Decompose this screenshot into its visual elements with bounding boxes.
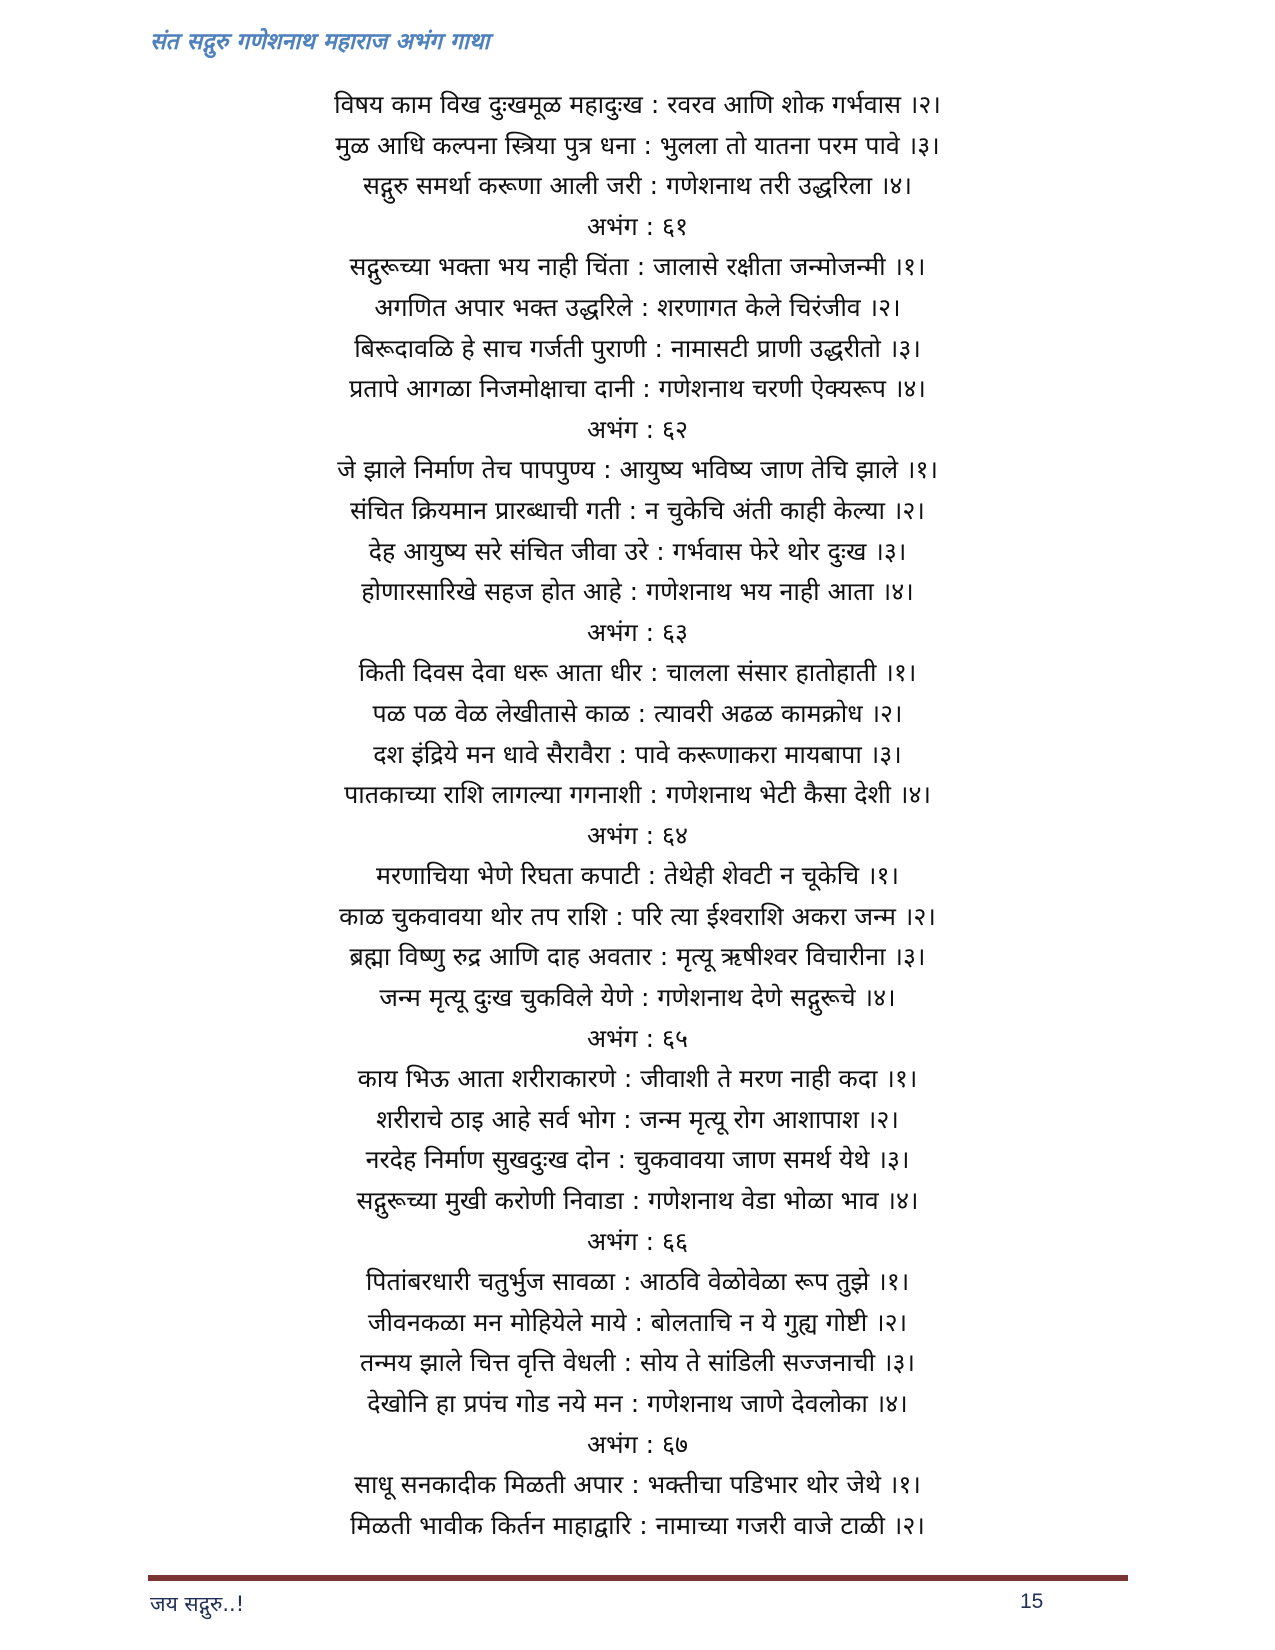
verse-line: होणारसारिखे सहज होत आहे : गणेशनाथ भय नाही आता ।४। [361, 577, 914, 607]
verse-line: पळ पळ वेळ लेखीतासे काळ : त्यावरी अढळ कामक्रोध ।२। [372, 698, 903, 728]
page-header-title: संत सद्गुरु गणेशनाथ महाराज अभंग गाथा [150, 29, 490, 55]
verse-line: पितांबरधारी चतुर्भुज सावळा : आठवि वेळोवेळा रूप तुझे ।१। [365, 1267, 910, 1297]
verse-line: काय भिऊ आता शरीराकारणे : जीवाशी ते मरण नाही कदा ।१। [357, 1064, 918, 1094]
verse-line: सद्गुरूच्या भक्ता भय नाही चिंता : जालासे रक्षीता जन्मोजन्मी ।१। [349, 252, 926, 282]
abhang-heading: अभंग : ६१ [586, 211, 689, 241]
footer-divider [148, 1575, 1128, 1581]
verse-line: ब्रह्मा विष्णु रुद्र आणि दाह अवतार : मृत्यू ऋषीश्वर विचारीना ।३। [349, 942, 926, 972]
verse-line: काळ चुकवावया थोर तप राशि : परि त्या ईश्वराशि अकरा जन्म ।२। [339, 901, 936, 931]
footer-salutation: जय सद्गुरु..! [150, 1592, 245, 1616]
abhang-heading: अभंग : ६२ [586, 414, 689, 444]
abhang-heading: अभंग : ६३ [586, 617, 689, 647]
verse-line: साधू सनकादीक मिळती अपार : भक्तीचा पडिभार थोर जेथे ।१। [354, 1470, 921, 1500]
verse-line: देह आयुष्य सरे संचित जीवा उरे : गर्भवास फेरे थोर दुःख ।३। [368, 536, 907, 566]
verse-line: जीवनकळा मन मोहियेले माये : बोलताचि न ये गुह्य गोष्टी ।२। [367, 1307, 908, 1337]
abhang-heading: अभंग : ६५ [586, 1023, 689, 1053]
verse-line: जे झाले निर्माण तेच पापपुण्य : आयुष्य भविष्य जाण तेचि झाले ।१। [337, 455, 938, 485]
verse-line: सद्गुरु समर्था करूणा आली जरी : गणेशनाथ तरी उद्धरिला ।४। [363, 171, 912, 201]
page-number: 15 [1020, 1590, 1044, 1613]
abhang-heading: अभंग : ६४ [586, 820, 689, 850]
abhang-heading: अभंग : ६६ [586, 1226, 689, 1256]
verse-line: विषय काम विख दुःखमूळ महादुःख : रवरव आणि शोक गर्भवास ।२। [334, 90, 941, 119]
verse-line: पातकाच्या राशि लागल्या गगनाशी : गणेशनाथ भेटी कैसा देशी ।४। [344, 780, 931, 810]
verse-line: संचित क्रियमान प्रारब्धाची गती : न चुकेचि अंती काही केल्या ।२। [350, 495, 925, 525]
verse-line: देखोनि हा प्रपंच गोड नये मन : गणेशनाथ जाणे देवलोका ।४। [367, 1389, 908, 1418]
verse-line: बिरूदावळि हे साच गर्जती पुराणी : नामासटी प्राणी उद्धरीतो ।३। [354, 333, 921, 363]
verse-line: सद्गुरूच्या मुखी करोणी निवाडा : गणेशनाथ वेडा भोळा भाव ।४। [356, 1186, 919, 1216]
verse-line: दश इंद्रिये मन धावे सैरावैरा : पावे करूणाकरा मायबापा ।३। [373, 739, 902, 769]
abhang-text-body [150, 85, 1125, 1546]
verse-line: किती दिवस देवा धरू आता धीर : चालला संसार हातोहाती ।१। [358, 658, 917, 688]
verse-line: नरदेह निर्माण सुखदुःख दोन : चुकवावया जाण समर्थ येथे ।३। [365, 1145, 910, 1175]
abhang-heading: अभंग : ६७ [586, 1429, 689, 1459]
verse-line: शरीराचे ठाइ आहे सर्व भोग : जन्म मृत्यू रोग आशापाश ।२। [376, 1104, 899, 1134]
verse-line: मरणाचिया भेणे रिघता कपाटी : तेथेही शेवटी न चूकेचि ।१। [376, 861, 899, 891]
verse-line: प्रतापे आगळा निजमोक्षाचा दानी : गणेशनाथ चरणी ऐक्यरूप ।४। [349, 374, 926, 404]
verse-line: मुळ आधि कल्पना स्त्रिया पुत्र धना : भुलला तो यातना परम पावे ।३। [335, 130, 940, 160]
verse-line: मिळती भावीक किर्तन माहाद्वारि : नामाच्या गजरी वाजे टाळी ।२। [350, 1510, 925, 1540]
verse-line: जन्म मृत्यू दुःख चुकविले येणे : गणेशनाथ देणे सद्गुरूचे ।४। [379, 983, 896, 1013]
verse-line: अगणित अपार भक्त उद्धरिले : शरणागत केले चिरंजीव ।२। [374, 292, 901, 322]
verse-line: तन्मय झाले चित्त वृत्ति वेधली : सोय ते सांडिली सज्जनाची ।३। [359, 1348, 916, 1378]
